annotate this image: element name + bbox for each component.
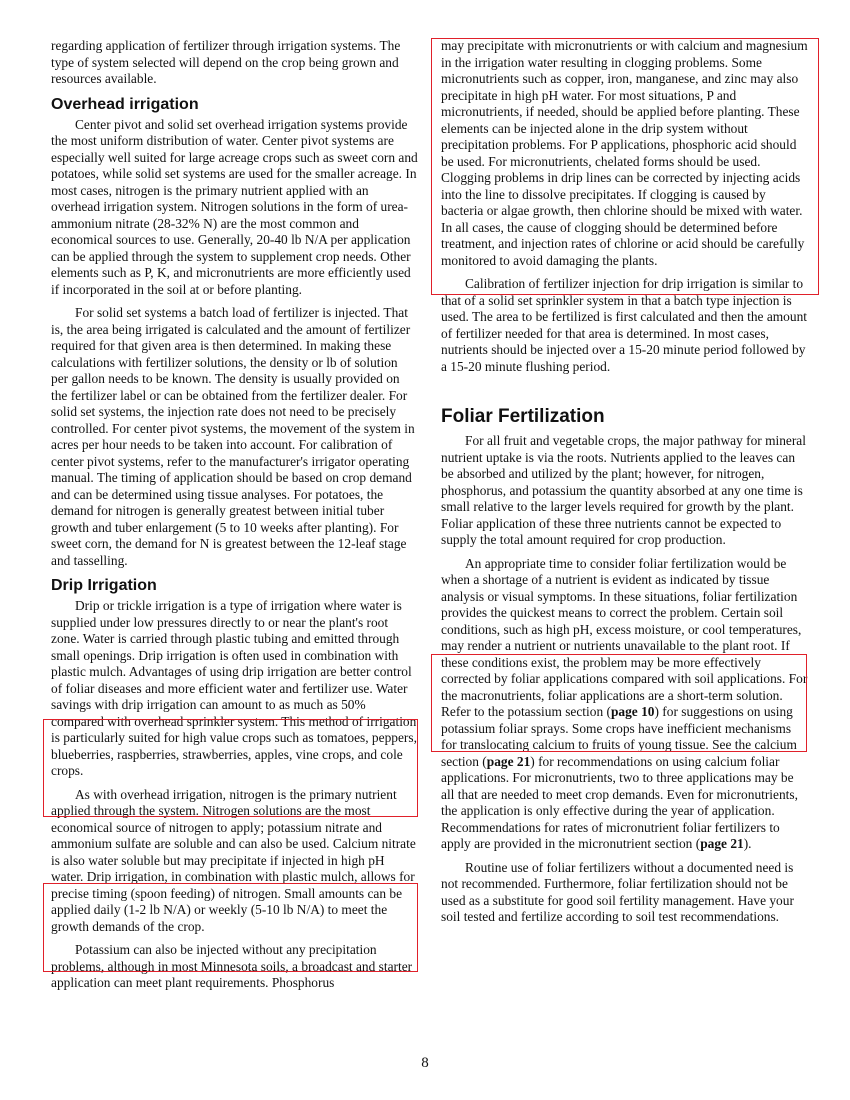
overhead-irrigation-heading: Overhead irrigation — [51, 95, 199, 113]
calibration-paragraph: Calibration of fertilizer injection for drip irrigation is similar to that of a solid set sprinkler system in that a batch type injection is used. The area to be fertilized is first calculated and then the amount of fertilizer needed for that area is determined. In most cases, nutrients should be injected over a 15-20 minute period followed by a 15-20 minute flushing period. — [441, 276, 807, 374]
foliar-paragraph-2 — [441, 556, 808, 853]
overhead-paragraph-2: For solid set systems a batch load of fertilizer is injected. That is, the area being irrigated is calculated and the amount of fertilizer required for that given area is then determined. In making these calculations with fertilizer solutions, the density or lb of solution per gallon needs to be known. The density is usually provided on the fertilizer label or can be obtained from the fertilizer dealer. For solid set systems, the injection rate does not need to be precisely controlled. For center pivot systems, the movement of the system in acres per hour needs to be taken into account. For calibration of center pivot systems, refer to the manufacturer's irrigator operating manual. The timing of application should be based on crop demand and can be determined using tissue analyses. For potatoes, the demand for nitrogen is generally greatest between initial tuber growth and tuber enlargement (5 to 10 weeks after planting). For sweet corn, the demand for N is greatest between the 12-leaf stage and tasselling. — [51, 305, 415, 568]
intro-paragraph: regarding application of fertilizer through irrigation systems. The type of system selected will depend on the crop being grown and resources available. — [51, 38, 401, 86]
foliar-text-c: ) for recommendations on using calcium foliar applications. For micronutrients, two to three applications may be all that are needed to meet crop demands. Even for micronutrients, the application is only effective during the year of application. Recommendations for rates of micronutrient foliar fertilizers to apply are provided in the micronutrient section ( — [441, 753, 798, 851]
page-number: 8 — [421, 1055, 429, 1071]
drip-irrigation-heading: Drip Irrigation — [51, 577, 157, 594]
continued-paragraph: may precipitate with micronutrients or with calcium and magnesium in the irrigation water resulting in clogging problems. Some micronutrients such as copper, iron, manganese, and zinc may also precipitate in high pH water. For most situations, P and micronutrients, if needed, should be applied before planting. These elements can be injected alone in the drip system without precipitation problems. For P applications, phosphoric acid should be used. For micronutrients, chelated forms should be used. Clogging problems in drip lines can be corrected by injecting acids into the line to dissolve precipitates. If clogging is caused by bacteria or algae growth, then chlorine should be mixed with water. In all cases, the cause of clogging should be determined before treatment, and injection rates of chlorine or acid should be carefully monitored to avoid damaging the plants. — [441, 38, 808, 268]
page-ref-calcium: page 21 — [486, 753, 531, 769]
foliar-text-a: An appropriate time to consider foliar fertilization would be when a shortage of a nutrient is evident as indicated by tissue analysis or visual symptoms. In these situations, foliar fertilization provides the quickest means to correct the problem. Certain soil conditions, such as high pH, excess moisture, or cool temperatures, may render a nutrient or nutrients unavailable to the plant root. If these conditions exist, the problem may be more effectively corrected by foliar applications compared with soil applications. For the macronutrients, foliar applications are a short-term solution. Refer to the potassium section ( — [441, 555, 808, 719]
foliar-paragraph-3: Routine use of foliar fertilizers without a documented need is not recommended. Furthermore, foliar fertilization should not be used as a substitute for good soil fertility management. Have your soil tested and fertilize according to soil test recommendations. — [441, 859, 794, 924]
foliar-paragraph-1: For all fruit and vegetable crops, the major pathway for mineral nutrient uptake is via the roots. Nutrients applied to the leaves can be absorbed and utilized by the plant; however, for nitrogen, phosphorus, and potassium the quantity absorbed at any one time is small relative to the larger levels required for growth by the plant. Foliar application of these three nutrients cannot be expected to supply the total amount required for crop production. — [441, 433, 806, 547]
page-ref-micronutrient: page 21 — [700, 836, 744, 851]
foliar-text-d: ). — [743, 836, 752, 851]
right-column — [441, 38, 808, 933]
overhead-paragraph-1: Center pivot and solid set overhead irrigation systems provide the most uniform distribution of water. Center pivot systems are especially well suited for large acreage crops such as sweet corn and potatoes, while solid set systems are used for the smaller acreage. In most cases, nitrogen is the primary nutrient applied with an overhead irrigation system. Nitrogen solutions in the form of urea-ammonium nitrate (28-32% N) are the most common and economical sources to use. Generally, 20-40 lb N/A per application can be applied through the system to supplement crop needs. Other elements such as P, K, and micronutrients are more efficiently used if incorporated in the soil at or before planting. — [51, 116, 418, 297]
page-ref-potassium: page 10 — [610, 704, 655, 719]
drip-paragraph-2: As with overhead irrigation, nitrogen is the primary nutrient applied through the system. Nitrogen solutions are the most economical source of nitrogen to apply; potassium nitrate and ammonium sulfate are soluble and can also be used. Calcium nitrate is also water soluble but may precipitate if injected in high pH water. Drip irrigation, in combination with plastic mulch, allows for precise timing (spoon feeding) of nitrogen. Small amounts can be applied daily (1-2 lb N/A) or weekly (5-10 lb N/A) to meet the growth demands of the crop. — [51, 786, 416, 934]
left-column — [51, 38, 418, 999]
drip-paragraph-3: Potassium can also be injected without any precipitation problems, although in most Minnesota soils, a broadcast and starter application can meet plant requirements. Phosphorus — [51, 942, 413, 990]
drip-paragraph-1: Drip or trickle irrigation is a type of irrigation where water is supplied under low pressures directly to or near the plant's root zone. Water is carried through plastic tubing and emitted through small openings. Drip irrigation is often used in combination with plastic mulch. Advantages of using drip irrigation are better control of foliar diseases and more efficient water and fertilizer use. Water savings with drip irrigation can amount to as much as 50% compared with overhead sprinkler system. This method of irrigation is particularly suited for high value crops such as tomatoes, peppers, blueberries, raspberries, strawberries, apples, vine crops, and cole crops. — [51, 598, 417, 778]
foliar-text-b: ) for suggestions on using potassium foliar sprays. Some crops have inefficient mechanisms for translocating calcium to fruits of young tissue. See the calcium section ( — [441, 704, 797, 769]
foliar-fertilization-heading: Foliar Fertilization — [441, 406, 605, 427]
